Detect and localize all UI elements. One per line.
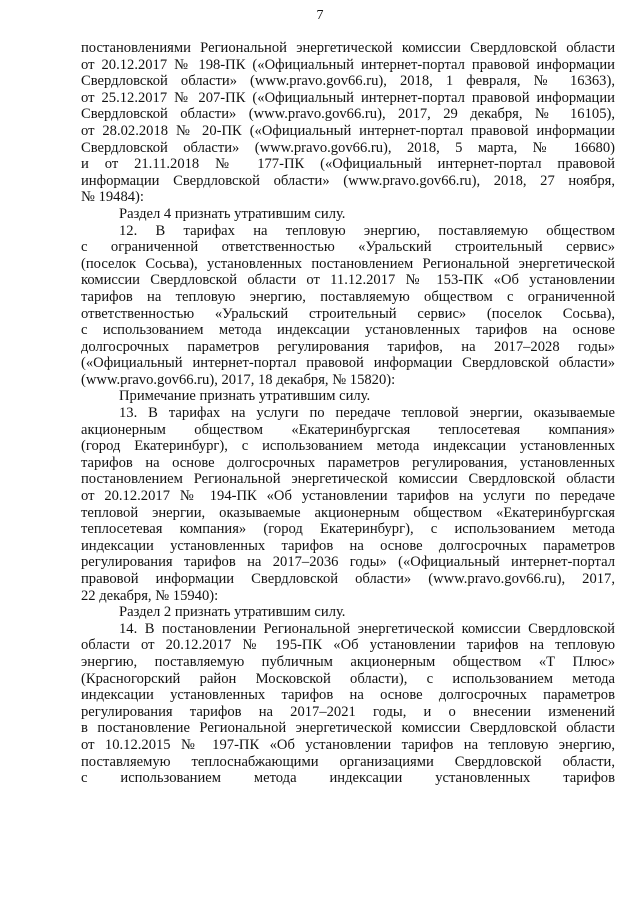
text-line: индексации установленных тарифов на основе долгосрочных параметров: [81, 687, 615, 704]
text-line: с ограниченной ответственностью «Уральский строительный сервис»: [81, 239, 615, 256]
text-line: 12. В тарифах на тепловую энергию, поставляемую обществом: [119, 222, 615, 239]
text-line: тарифов на основе долгосрочных параметров регулирования, установленных: [81, 454, 615, 471]
text-line: от 28.02.2018 № 20-ПК («Официальный интернет-портал правовой информации: [81, 122, 615, 139]
text-line: акционерным обществом «Екатеринбургская теплосетевая компания»: [81, 421, 615, 438]
text-line: 13. В тарифах на услуги по передаче тепловой энергии, оказываемые: [119, 405, 615, 422]
text-line: теплосетевая компания» (город Екатеринбург), с использованием метода: [81, 521, 615, 538]
text-line: Свердловской области» (www.pravo.gov66.ru), 2018, 5 марта, № 16680): [81, 139, 615, 156]
text-line: 14. В постановлении Региональной энергетической комиссии Свердловской: [119, 620, 615, 637]
text-line: Свердловской области» (www.pravo.gov66.ru), 2017, 29 декабря, № 16105),: [81, 106, 615, 123]
text-line: Раздел 4 признать утратившим силу.: [119, 205, 346, 222]
text-line: правовой информации Свердловской области» (www.pravo.gov66.ru), 2017,: [81, 571, 615, 587]
page-number: 7: [316, 8, 324, 23]
text-line: Свердловской области» (www.pravo.gov66.ru), 2018, 1 февраля, № 16363),: [81, 73, 615, 90]
text-line: индексации установленных тарифов на основе долгосрочных параметров: [81, 537, 615, 554]
text-line: постановлениями Региональной энергетической комиссии Свердловской области: [81, 40, 615, 56]
text-line: тарифов на тепловую энергию, поставляемую обществом с ограниченной: [81, 288, 615, 305]
text-line: регулирования тарифов на 2017–2021 годы, и о внесении изменений: [81, 703, 615, 720]
text-line: от 10.12.2015 № 197-ПК «Об установлении тарифов на тепловую энергию,: [81, 736, 615, 753]
text-line: энергию, поставляемую публичным акционерным обществом «Т Плюс»: [81, 653, 615, 670]
text-line: (город Екатеринбург), с использованием метода индексации установленных: [81, 438, 615, 455]
text-line: (поселок Сосьва), установленных постановлением Региональной энергетической: [81, 255, 615, 272]
text-line: (Красногорский район Московской области), с использованием метода: [81, 670, 615, 687]
text-line: информации Свердловской области» (www.pravo.gov66.ru), 2018, 27 ноября,: [81, 172, 615, 189]
text-line: комиссии Свердловской области от 11.12.2017 № 153-ПК «Об установлении: [81, 272, 615, 289]
text-line: от 25.12.2017 № 207-ПК («Официальный интернет-портал правовой информации: [81, 89, 615, 106]
text-line: поставляемую теплоснабжающими организациями Свердловской области,: [81, 753, 615, 770]
text-line: Примечание признать утратившим силу.: [119, 388, 371, 405]
text-line: области от 20.12.2017 № 195-ПК «Об установлении тарифов на тепловую: [81, 637, 615, 654]
text-line: Раздел 2 признать утратившим силу.: [119, 604, 346, 621]
document-body: [81, 40, 615, 787]
text-line: в постановление Региональной энергетической комиссии Свердловской области: [81, 720, 615, 737]
text-line: 22 декабря, № 15940):: [81, 587, 219, 604]
text-line: от 20.12.2017 № 198-ПК («Официальный интернет-портал правовой информации: [81, 56, 615, 73]
text-line: от 20.12.2017 № 194-ПК «Об установлении тарифов на услуги по передаче: [81, 488, 615, 505]
text-line: постановлением Региональной энергетической комиссии Свердловской области: [81, 471, 615, 488]
text-line: с использованием метода индексации установленных тарифов: [81, 770, 615, 787]
text-line: № 19484):: [81, 189, 144, 206]
text-line: и от 21.11.2018 № 177-ПК («Официальный интернет-портал правовой: [81, 156, 615, 173]
text-line: регулирования тарифов на 2017–2036 годы» («Официальный интернет-портал: [81, 554, 615, 571]
text-line: ответственностью «Уральский строительный сервис» (поселок Сосьва),: [81, 305, 615, 322]
text-line: (www.pravo.gov66.ru), 2017, 18 декабря, № 15820):: [81, 371, 396, 388]
text-line: («Официальный интернет-портал правовой информации Свердловской области»: [81, 355, 615, 372]
text-line: с использованием метода индексации установленных тарифов на основе: [81, 322, 615, 339]
text-line: долгосрочных параметров регулирования тарифов, на 2017–2028 годы»: [81, 338, 615, 355]
text-line: тепловой энергии, оказываемые акционерным обществом «Екатеринбургская: [81, 504, 615, 521]
